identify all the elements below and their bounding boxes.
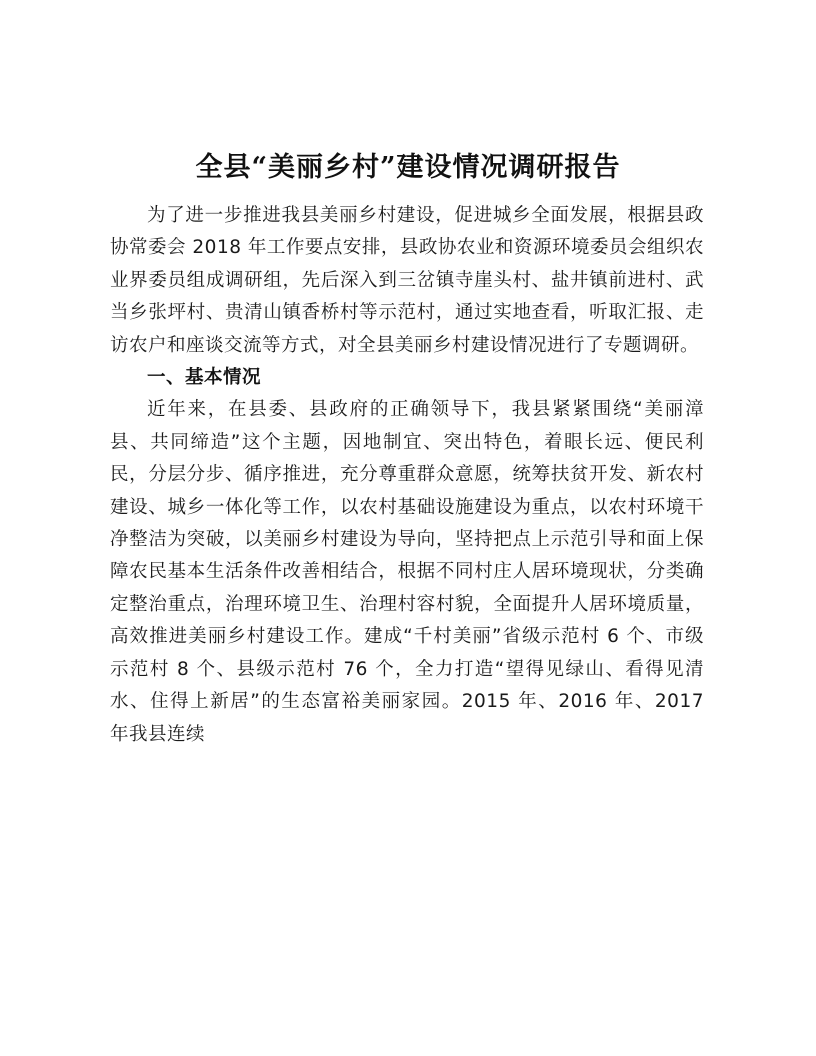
- section-basic-situation-paragraph: 近年来，在县委、县政府的正确领导下，我县紧紧围绕“美丽漳县、共同缔造”这个主题，因地制宜、突出特色，着眼长远、便民利民，分层分步、循序推进，充分尊重群众意愿，统筹扶贫开发、新农村建设、城乡一体化等工作，以农村基础设施建设为重点，以农村环境干净整洁为突破，以美丽乡村建设为导向，坚持把点上示范引导和面上保障农民基本生活条件改善相结合，根据不同村庄人居环境现状，分类确定整治重点，治理环境卫生、治理村容村貌，全面提升人居环境质量，高效推进美丽乡村建设工作。建成“千村美丽”省级示范村 6 个、市级示范村 8 个、县级示范村 76 个，全力打造“望得见绿山、看得见清水、住得上新居”的生态富裕美丽家园。2015 年、2016 年、2017 年我县连续: [110, 399, 704, 745]
- document-body: [110, 200, 704, 751]
- document-title: 全县“美丽乡村”建设情况调研报告: [195, 152, 621, 183]
- intro-paragraph: 为了进一步推进我县美丽乡村建设，促进城乡全面发展，根据县政协常委会 2018 年工作要点安排，县政协农业和资源环境委员会组织农业界委员组成调研组，先后深入到三岔镇寺崖头村、盐井镇前进村、武当乡张坪村、贵清山镇香桥村等示范村，通过实地查看，听取汇报、走访农户和座谈交流等方式，对全县美丽乡村建设情况进行了专题调研。: [110, 205, 704, 356]
- section-heading-basic-situation: 一、基本情况: [147, 367, 262, 389]
